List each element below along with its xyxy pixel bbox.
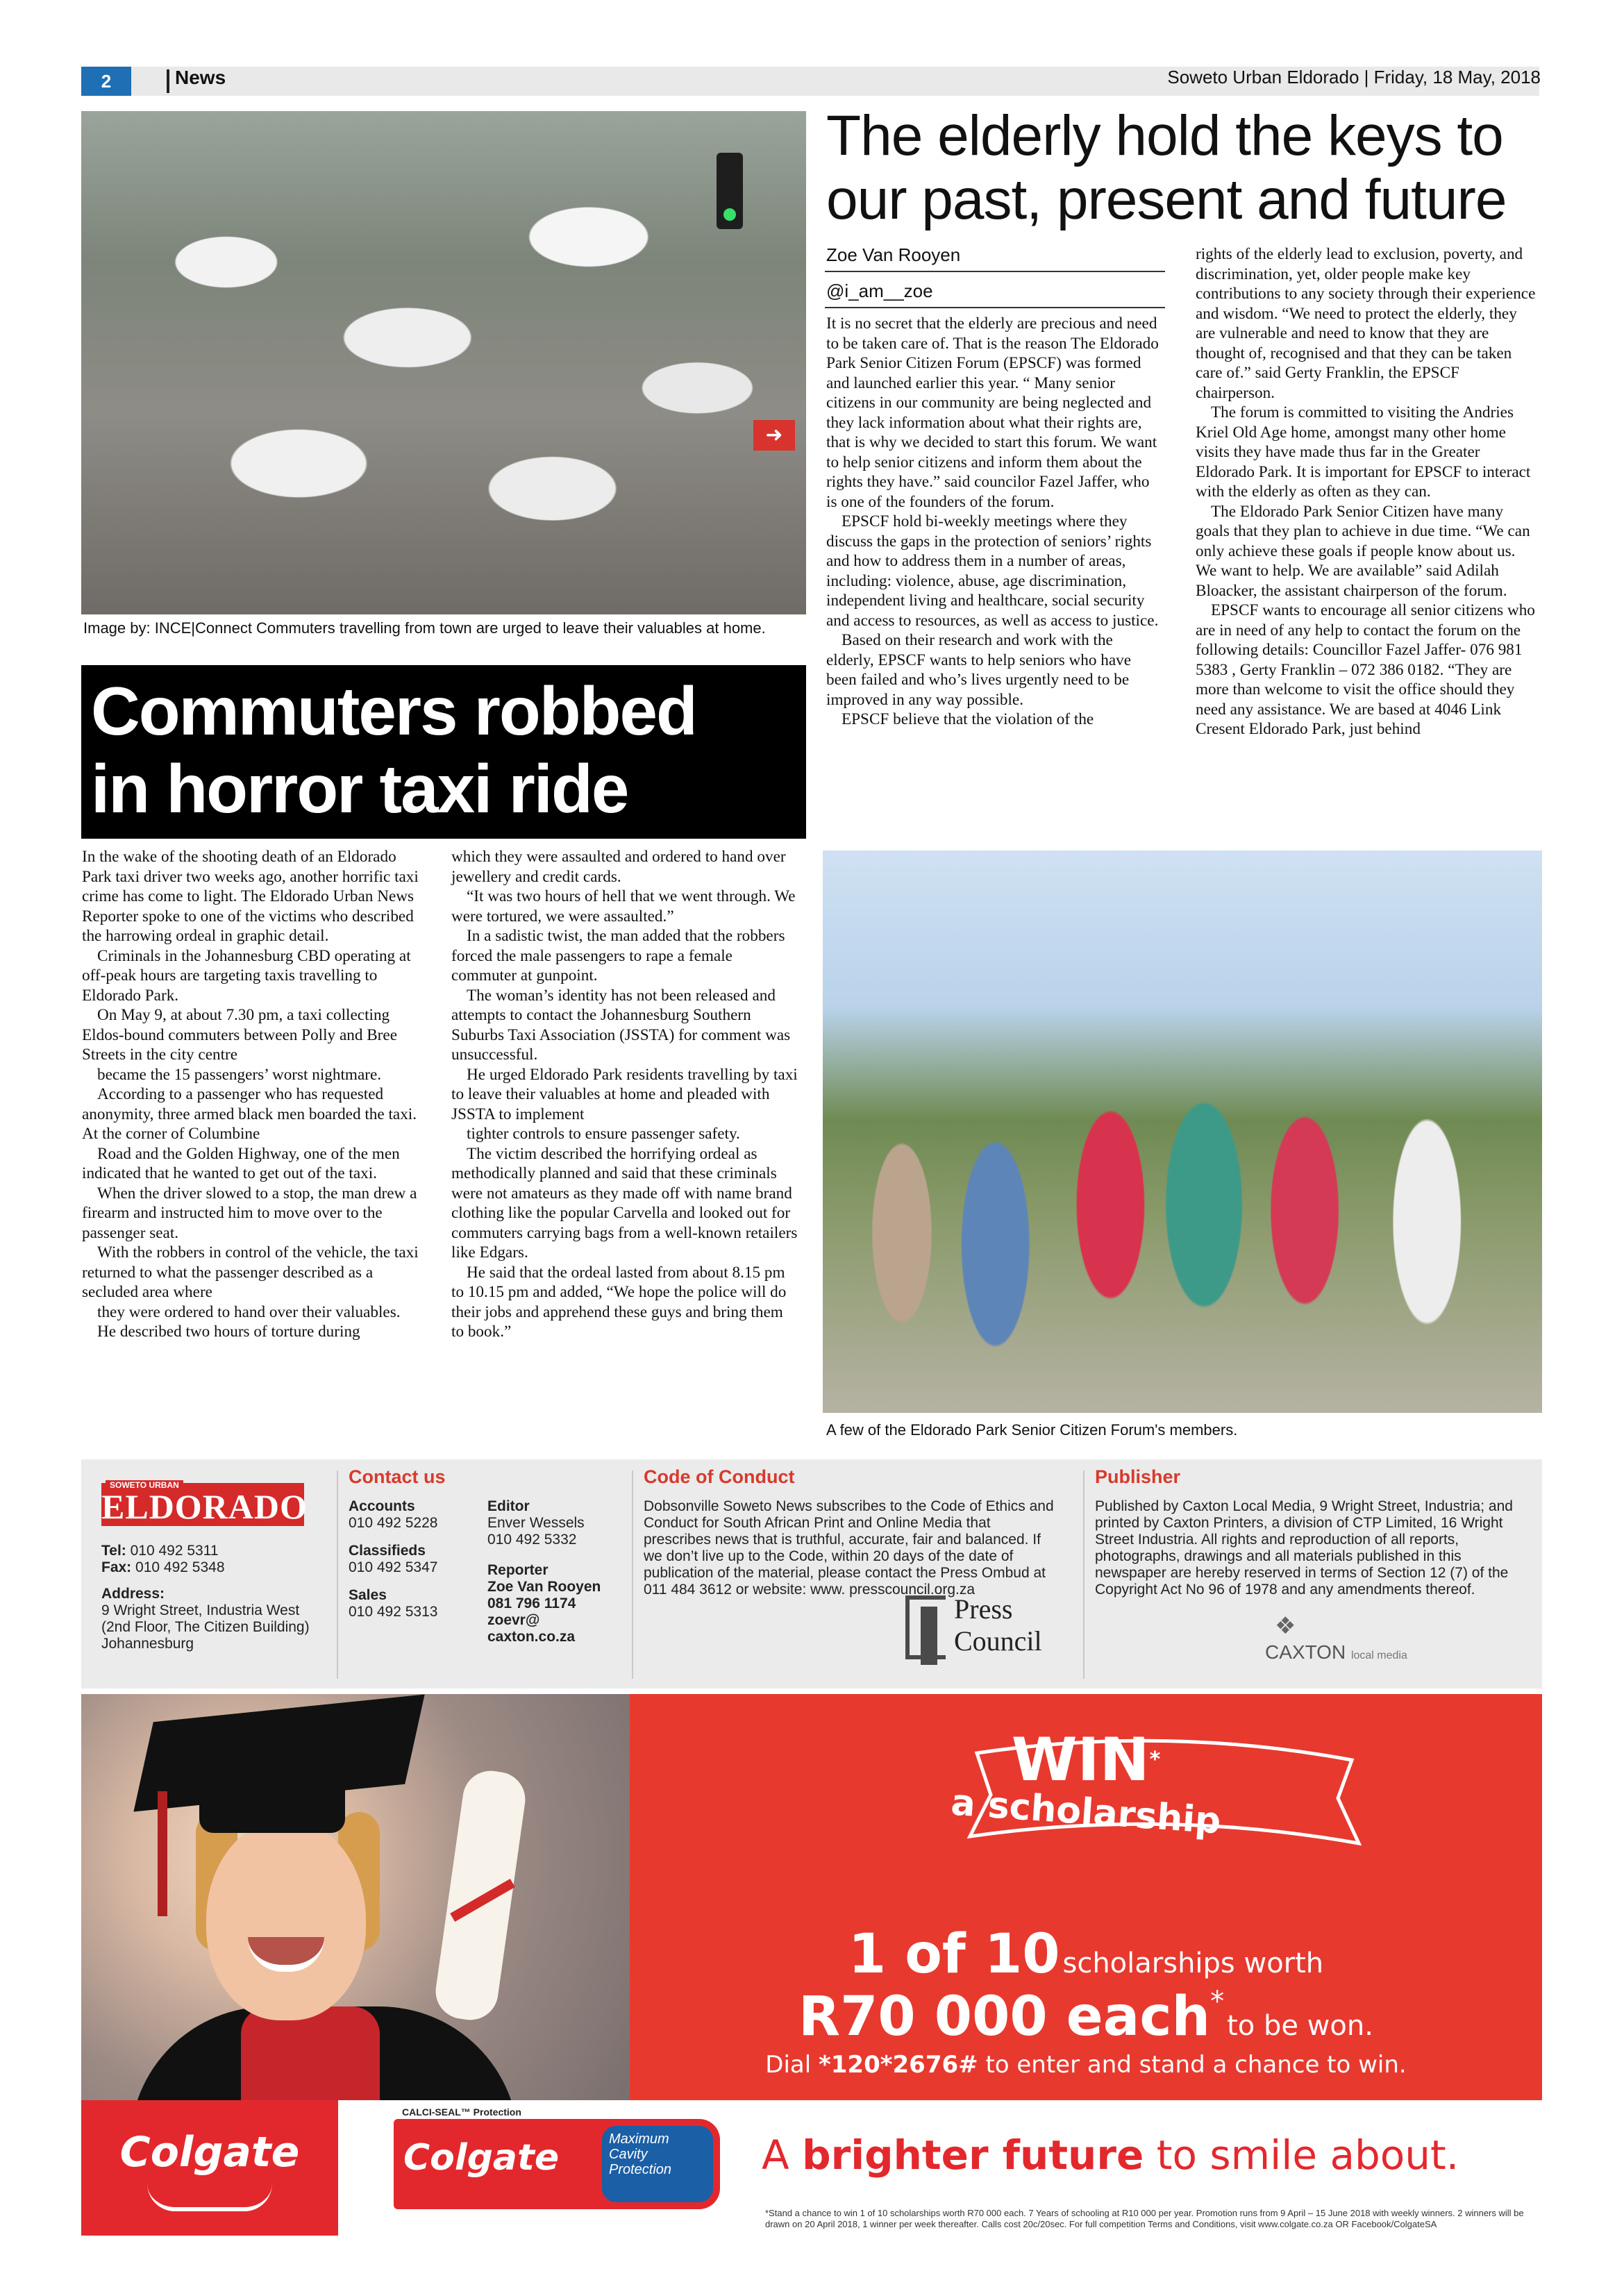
author-byline: Zoe Van Rooyen	[826, 244, 961, 265]
paragraph: In the wake of the shooting death of an Eldorado Park taxi driver two weeks ago, another horrific taxi crime has come to light. The Eldorado Urban News Reporter spoke to one of the victims who described the harrowing ordeal in graphic detail.	[82, 848, 419, 945]
dial-pre: Dial	[765, 2051, 819, 2079]
press-council-icon	[905, 1595, 946, 1659]
paragraph: He said that the ordeal lasted from about 8.15 pm to 10.15 pm and added, “We hope the police will do their jobs and apprehend these guys and bring them to book.”	[451, 1263, 787, 1341]
publisher-heading: Publisher	[1095, 1466, 1181, 1487]
dial-instruction	[630, 2051, 1542, 2079]
win-word: WIN	[1011, 1725, 1150, 1795]
paragraph: Based on their research and work with the elderly, EPSCF wants to help seniors who have been failed and who’s lives urgently need to be improved in any way possible.	[826, 631, 1132, 709]
paragraph: EPSCF believe that the violation of the	[842, 710, 1094, 728]
paragraph: With the robbers in control of the vehicle, the taxi returned to what the passenger described as a secluded area where	[82, 1243, 419, 1301]
ad-tagline	[762, 2131, 1459, 2179]
mortarboard-icon	[133, 1694, 424, 1811]
prize-value-big: R70 000 each	[798, 1986, 1211, 2048]
scholarship-text: a scholarship	[949, 1782, 1223, 1843]
ad-fine-print: *Stand a chance to win 1 of 10 scholarships worth R70 000 each. 7 Years of schooling at R10 000 per year. Promotion runs from 9 April – 15 June 2018 with weekly winners. 2 winners will be drawn on 20 April 2018, 1 winner per week thereafter. Calls cost 20c/20sec. For full competition Terms and Conditions, visit www.colgate.co.za OR Facebook/ColgateSA	[765, 2208, 1524, 2229]
reporter-name: Zoe Van Rooyen	[487, 1579, 601, 1595]
taxi-story-column-2	[451, 847, 798, 1342]
dateline: Soweto Urban Eldorado | Friday, 18 May, 2018	[1167, 67, 1541, 87]
reporter-email-domain: caxton.co.za	[487, 1629, 576, 1645]
gown-collar	[241, 2006, 380, 2100]
conduct-heading: Code of Conduct	[644, 1466, 795, 1487]
address-label: Address:	[101, 1586, 165, 1602]
contact-list	[349, 1498, 480, 1620]
reporter-label: Reporter	[487, 1562, 549, 1578]
divider	[337, 1470, 338, 1679]
paragraph: He described two hours of torture during	[97, 1323, 360, 1341]
section-label: News	[175, 67, 226, 88]
prize-value-small: to be won.	[1227, 2010, 1373, 2042]
paragraph: which they were assaulted and ordered to hand over jewellery and credit cards.	[451, 848, 786, 886]
taxi-photo-caption: Image by: INCE|Connect Commuters travelling from town are urged to leave their valuables at home.	[83, 619, 766, 637]
paragraph: The woman’s identity has not been released and attempts to contact the Johannesburg Southern Suburbs Taxi Association (JSSTA) for comment was unsuccessful.	[451, 986, 791, 1064]
paragraph: He urged Eldorado Park residents travelling by taxi to leave their valuables at home and pleaded with JSSTA to implement	[451, 1065, 798, 1123]
dial-code: *120*2676#	[818, 2051, 978, 2079]
elderly-story-column-1	[826, 314, 1164, 730]
editor-number: 010 492 5332	[487, 1532, 577, 1548]
paragraph: EPSCF wants to encourage all senior citizens who are in need of any help to contact the forum on the following details: Councillor Fazel Jaffer- 076 981 5383 , Gerty Franklin – 072 386 0182. “They are more than welcome to visit the office should they need any assistance. We are based at 4046 Link Cresent Eldorado Park, just behind	[1196, 601, 1535, 738]
tube-claim-top: CALCI-SEAL™ Protection	[402, 2106, 521, 2118]
child-face	[206, 1819, 366, 2020]
editor-label: Editor	[487, 1498, 530, 1514]
colgate-advertisement	[81, 1694, 1542, 2236]
address: 9 Wright Street, Industria West (2nd Floor, The Citizen Building) Johannesburg	[101, 1602, 310, 1652]
tel-label: Tel:	[101, 1543, 126, 1559]
elderly-headline: The elderly hold the keys to our past, present and future	[826, 104, 1507, 231]
prize-count	[630, 1923, 1542, 1986]
paragraph: rights of the elderly lead to exclusion, poverty, and discrimination, yet, older people make key contributions to any society through their experience and wisdom. “We need to protect the elderly, they are vulnerable and need to know that they are thought of, recognised and that they can be taken care of.” said Gerty Franklin, the EPSCF chairperson.	[1196, 245, 1536, 402]
paragraph: they were ordered to hand over their valuables.	[97, 1302, 401, 1321]
paragraph: “It was two hours of hell that we went through. We were tortured, we were assaulted.”	[451, 887, 796, 925]
paragraph: The Eldorado Park Senior Citizen have many goals that they plan to achieve in due time. “We can only achieve these goals if people know about us. We want to help. We are available” said Adilah Bloacker, the assistant chairperson of the forum.	[1196, 502, 1530, 600]
accounts-number: 010 492 5228	[349, 1515, 438, 1531]
caxton-sub: local media	[1350, 1650, 1407, 1661]
publisher-text: Published by Caxton Local Media, 9 Wright Street, Industria; and printed by Caxton Printers, a division of CTP Limited, 16 Wright Street Industria. All rights and reproduction of all reports, photographs, drawings and all materials published in this newspaper are hereby reserved in terms of Section 12 (7) of the Copyright Act No 96 of 1978 and any amendments thereof.	[1095, 1498, 1513, 1598]
traffic-light-icon	[717, 153, 743, 229]
byline-rule	[825, 307, 1165, 308]
caxton-icon: ❖	[1275, 1612, 1296, 1640]
office-contact	[101, 1543, 324, 1652]
scholarship-panel	[630, 1694, 1542, 2100]
divider	[1083, 1470, 1085, 1679]
tube-claim: Maximum Cavity Protection	[602, 2126, 713, 2202]
paragraph: On May 9, at about 7.30 pm, a taxi collecting Eldos-bound commuters between Polly and Bree Streets in the city centre	[82, 1006, 397, 1064]
paragraph: tighter controls to ensure passenger safety.	[467, 1125, 740, 1143]
sales-label: Sales	[349, 1587, 387, 1603]
colgate-logo	[81, 2100, 338, 2236]
paragraph: It is no secret that the elderly are precious and need to be taken care of. That is the reason The Eldorado Park Senior Citizen Forum (EPSCF) was formed and launched earlier this year. “ Many senior citizens in our community are being neglected and they lack information about what their rights are, that is why we decided to start this forum. We want to help senior citizens and inform them about the rights they have.” said councilor Fazel Jaffer, who is one of the founders of the forum.	[826, 315, 1159, 511]
taxi-traffic-photo	[81, 111, 806, 614]
contact-heading: Contact us	[349, 1466, 446, 1487]
prize-count-big: 1 of 10	[848, 1923, 1060, 1986]
paragraph: The victim described the horrifying ordeal as methodically planned and said that these criminals were not amateurs as they made off with name brand clothing like the popular Carvella and looked out for commuters carrying bags from a well-known retailers like Edgars.	[451, 1144, 798, 1262]
sales-number: 010 492 5313	[349, 1604, 438, 1620]
conduct-text: Dobsonville Soweto News subscribes to the Code of Ethics and Conduct for South African Print and Online Media that prescribes news that is truthful, accurate, fair and balanced. If we don’t live up to the Code, within 20 days of the date of publication of the material, please contact the Press Ombud at 011 484 3612 or website: www. presscouncil.org.za	[644, 1498, 1054, 1598]
taxi-story-column-1	[82, 847, 428, 1342]
toothpaste-box	[394, 2105, 720, 2223]
paragraph: According to a passenger who has requested anonymity, three armed black men boarded the taxi. At the corner of Columbine	[82, 1085, 417, 1143]
tube-wordmark: Colgate	[403, 2137, 560, 2179]
paragraph: When the driver slowed to a stop, the man drew a firearm and instructed him to move over to the passenger seat.	[82, 1184, 417, 1242]
elderly-story-column-2	[1196, 244, 1539, 739]
caxton-wordmark	[1265, 1641, 1407, 1664]
dial-post: to enter and stand a chance to win.	[978, 2051, 1407, 2079]
headline-line-2: in horror taxi ride	[91, 751, 628, 827]
senior-forum-group-photo	[823, 850, 1542, 1413]
prize-asterisk: *	[1210, 1986, 1225, 2018]
author-handle: @i_am__zoe	[826, 280, 933, 301]
colgate-wordmark: Colgate	[119, 2128, 300, 2177]
header-divider	[167, 69, 169, 93]
tagline-post: to smile about.	[1144, 2131, 1459, 2179]
paragraph: EPSCF hold bi-weekly meetings where they discuss the gaps in the protection of seniors’ rights and how to address them in a number of areas, including: violence, abuse, age discrimination, independent living and healthcare, social security and access to resources, as well as access to justice.	[826, 512, 1159, 630]
arrow-sign-icon: ➜	[753, 420, 795, 451]
caxton-word: CAXTON	[1265, 1641, 1346, 1663]
press-word: Press	[954, 1593, 1013, 1625]
paragraph: Criminals in the Johannesburg CBD operating at off-peak hours are targeting taxis travelling to Eldorado Park.	[82, 946, 411, 1005]
win-asterisk: *	[1149, 1748, 1161, 1772]
tel-number: 010 492 5311	[130, 1543, 219, 1559]
paragraph: became the 15 passengers’ worst nightmare.	[97, 1065, 382, 1084]
paragraph: In a sadistic twist, the man added that the robbers forced the male passengers to rape a female commuter at gunpoint.	[451, 927, 785, 984]
reporter-email: zoevr@	[487, 1612, 540, 1628]
fax-number: 010 492 5348	[135, 1559, 225, 1575]
fax-label: Fax:	[101, 1559, 132, 1575]
editor-name: Enver Wessels	[487, 1515, 585, 1531]
commuters-headline	[81, 665, 806, 839]
headline-line-1: Commuters robbed	[91, 673, 696, 749]
classifieds-label: Classifieds	[349, 1543, 426, 1559]
paragraph: Road and the Golden Highway, one of the men indicated that he wanted to get out of the taxi.	[82, 1144, 400, 1182]
page-number: 2	[81, 67, 131, 96]
colgate-swoosh-icon	[147, 2184, 272, 2211]
prize-count-small: scholarships worth	[1062, 1947, 1324, 1979]
byline-rule	[825, 271, 1165, 272]
tagline-pre: A	[762, 2131, 803, 2179]
prize-value	[630, 1986, 1542, 2048]
logo-name: ELDORADO	[101, 1487, 308, 1526]
editorial-contacts	[487, 1498, 626, 1645]
classifieds-number: 010 492 5347	[349, 1559, 438, 1575]
tassel	[158, 1791, 167, 1916]
group-photo-caption: A few of the Eldorado Park Senior Citizen Forum's members.	[826, 1421, 1238, 1439]
paragraph: The forum is committed to visiting the Andries Kriel Old Age home, amongst many other home visits they have made thus far in the Greater Eldorado Park. It is important for EPSCF to interact with the elderly as often as they can.	[1196, 403, 1531, 501]
reporter-number: 081 796 1174	[487, 1595, 576, 1611]
press-council-logo	[905, 1590, 1065, 1666]
tagline-bold: brighter future	[802, 2131, 1144, 2179]
logo-tagline: SOWETO URBAN	[106, 1480, 183, 1490]
council-word: Council	[954, 1625, 1042, 1657]
graduate-child-photo	[81, 1694, 630, 2100]
divider	[632, 1470, 633, 1679]
accounts-label: Accounts	[349, 1498, 415, 1514]
